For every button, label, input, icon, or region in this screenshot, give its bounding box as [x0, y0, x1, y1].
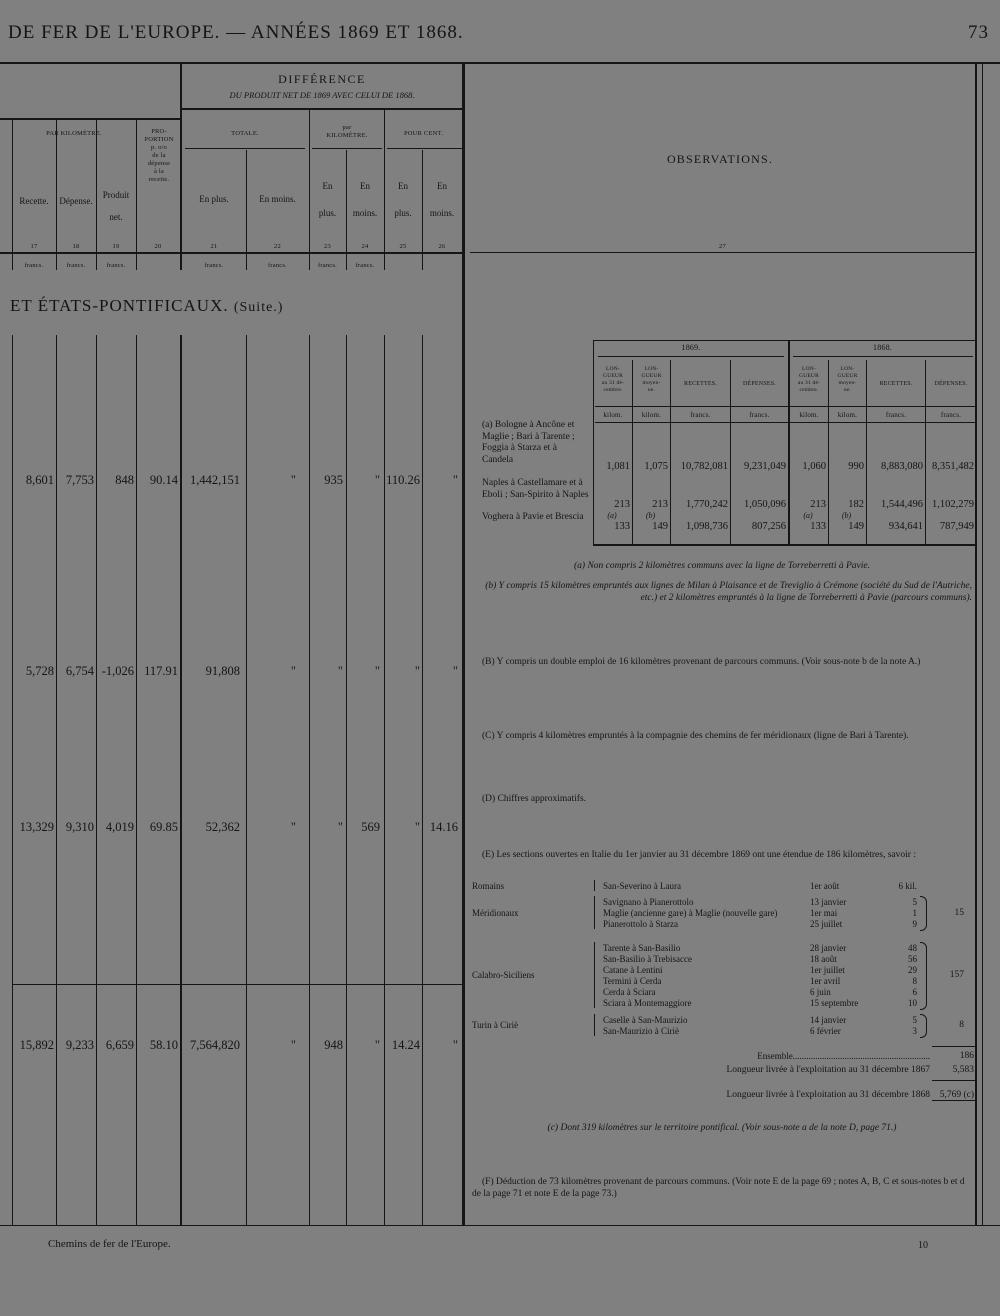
- inner-u5: kilom.: [799, 411, 819, 419]
- body-vline-2: [56, 335, 57, 1225]
- vline-right: [975, 64, 977, 1226]
- difference-title: DIFFÉRENCE: [278, 72, 366, 86]
- section-line-name: Cerda à Sciara: [603, 987, 656, 997]
- inner-cell: 1,098,736: [686, 521, 728, 532]
- unit-depense: francs.: [66, 262, 86, 269]
- table-cell-depense: 6,754: [65, 664, 94, 678]
- top-rule: [0, 62, 1000, 64]
- table-cell-pc_moins: 14.16: [429, 820, 458, 834]
- table-cell-km_plus: ": [337, 664, 343, 678]
- inner-h-long31-b: LON- GUEUR au 31 dé- cembre.: [797, 366, 821, 393]
- inner-h-long31-a: LON- GUEUR au 31 dé- cembre.: [601, 366, 625, 393]
- table-cell-km_moins: ": [374, 1038, 380, 1052]
- inner-h-longmoy-a: LON- GUEUR moyen- ne.: [641, 366, 662, 393]
- l1868-value: 5,769 (c): [939, 1090, 974, 1100]
- section-title-text: ET ÉTATS-PONTIFICAUX.: [10, 296, 229, 315]
- col-num-21: 21: [210, 243, 218, 250]
- l1868-label: Longueur livrée à l'exploitation au 31 décembre 1868: [726, 1090, 930, 1100]
- body-vline-4: [136, 335, 137, 1225]
- pc-en-header: En: [398, 181, 408, 191]
- inner-top: [593, 340, 976, 341]
- table-cell-pc_moins: ": [452, 664, 458, 678]
- section-bar-calabro: [594, 942, 595, 1008]
- table-cell-moins: ": [290, 664, 296, 678]
- inner-h-depenses-b: DÉPENSES.: [934, 381, 968, 387]
- pc-moins-header: moins.: [429, 208, 455, 218]
- section-bar-turin: [594, 1014, 595, 1036]
- unit-moins: francs.: [268, 262, 287, 269]
- pc-en2-header: En: [437, 181, 447, 191]
- inner-year2-rule: [793, 356, 973, 357]
- inner-year-1869: 1869.: [681, 343, 701, 352]
- ensemble-text: Ensemble: [757, 1051, 793, 1061]
- table-cell-moins: ": [290, 1038, 296, 1052]
- table-cell-recette: 5,728: [25, 664, 54, 678]
- km-en2-header: En: [360, 181, 370, 191]
- table-cell-km_moins: 569: [361, 820, 380, 834]
- inner-unit-rule: [595, 422, 975, 423]
- table-cell-proportion: 69.85: [149, 820, 178, 834]
- table-cell-pc_moins: ": [452, 1038, 458, 1052]
- section-line-km: 48: [908, 943, 917, 953]
- inner-u1: kilom.: [603, 411, 623, 419]
- table-cell-moins: ": [290, 820, 296, 834]
- inner-year-1868: 1868.: [873, 343, 892, 352]
- table-cell-proportion: 90.14: [149, 473, 178, 487]
- page-number: 73: [968, 22, 989, 43]
- section-line-date: 25 juillet: [810, 919, 843, 929]
- section-line-date: 1er août: [810, 881, 840, 891]
- inner-mark: (b): [645, 511, 656, 520]
- table-cell-pc_moins: ": [452, 473, 458, 487]
- unit-km-plus: francs.: [318, 262, 337, 269]
- inner-cell: 1,102,279: [932, 499, 974, 510]
- pc-rule: [387, 148, 462, 149]
- section-line-name: Sciara à Montemaggiore: [603, 998, 692, 1008]
- table-cell-moins: ": [290, 473, 296, 487]
- body-vline-5: [180, 335, 182, 1225]
- inner-cell: 213: [652, 499, 668, 510]
- total-rule: [932, 1080, 976, 1081]
- header-rule: [0, 252, 465, 254]
- section-line-km: 6 kil.: [898, 881, 917, 891]
- header-rule-obs: [470, 252, 975, 253]
- inner-row3-label: Voghera à Pavie et Brescia: [482, 512, 584, 522]
- section-line-date: 1er mai: [810, 908, 838, 918]
- totale-header: TOTALE.: [231, 130, 259, 137]
- table-cell-km_plus: 948: [324, 1038, 343, 1052]
- section-line-name: Pianerottolo à Starza: [603, 919, 678, 929]
- inner-cell: 9,231,049: [744, 461, 786, 472]
- section-total-turin: 8: [959, 1020, 964, 1030]
- inner-h-depenses-a: DÉPENSES.: [743, 381, 776, 387]
- en-moins-header: En moins.: [259, 194, 296, 204]
- inner-cell: 1,075: [644, 461, 668, 472]
- inner-head-rule: [595, 406, 975, 407]
- l1867-label: Longueur livrée à l'exploitation au 31 décembre 1867: [726, 1065, 930, 1075]
- inner-u3: francs.: [690, 411, 711, 419]
- recette-header: Recette.: [19, 196, 49, 206]
- km-rule: [312, 148, 382, 149]
- proportion-header: PRO- PORTION p. o/o de la dépense à la recette.: [144, 128, 174, 183]
- inner-cell: 149: [848, 521, 864, 532]
- section-line-name: San-Severino à Laura: [603, 881, 681, 891]
- section-label-romains: Romains: [472, 880, 505, 891]
- table-cell-depense: 9,310: [65, 820, 94, 834]
- inner-cell: 213: [614, 499, 630, 510]
- section-line-date: 1er juillet: [810, 965, 845, 975]
- inner-cell: 1,544,496: [881, 499, 923, 510]
- note-F: (F) Déduction de 73 kilomètres provenant de parcours communs. (Voir note E de la page 69 ; notes A, B, C et sous-notes b et d de la page 71 et note E de la page 73.): [472, 1177, 965, 1199]
- ensemble-rule: [932, 1046, 976, 1047]
- col-num-18: 18: [72, 243, 80, 250]
- body-vline-1: [12, 335, 13, 1225]
- section-line-date: 15 septembre: [810, 998, 859, 1008]
- inner-year1-rule: [598, 356, 784, 357]
- inner-mark: (a): [607, 511, 617, 520]
- body-vline-7: [309, 335, 310, 1225]
- section-line-name: Catane à Lentini: [603, 965, 663, 975]
- section-label-turin: Turin à Ciriè: [472, 1020, 519, 1030]
- inner-cell: 182: [848, 499, 864, 510]
- col-num-25: 25: [399, 243, 407, 250]
- vline-right2: [982, 64, 983, 1226]
- section-line-km: 56: [908, 954, 917, 964]
- table-cell-depense: 7,753: [65, 473, 94, 487]
- body-vline-9: [384, 335, 385, 1225]
- section-line-name: Caselle à San-Maurizio: [603, 1015, 688, 1025]
- section-line-km: 8: [912, 976, 917, 986]
- inner-cell: 8,883,080: [881, 461, 923, 472]
- section-line-date: 6 juin: [810, 987, 831, 997]
- table-cell-plus: 91,808: [205, 664, 240, 678]
- inner-cell: 133: [614, 521, 630, 532]
- ensemble-label: Ensemble.............................................................: [757, 1051, 930, 1061]
- inner-cell: 934,641: [888, 521, 923, 532]
- inner-h-recettes-b: RECETTES.: [879, 381, 913, 387]
- table-cell-pc_plus: ": [414, 820, 420, 834]
- table-cell-plus: 52,362: [205, 820, 240, 834]
- note-E: (E) Les sections ouvertes en Italie du 1er janvier au 31 décembre 1869 ont une étendue de 186 kilomètres, savoir :: [482, 850, 916, 860]
- col-num-24: 24: [361, 243, 369, 250]
- difference-subtitle: DU PRODUIT NET DE 1869 AVEC CELUI DE 1868.: [229, 90, 415, 100]
- section-title: [10, 296, 283, 316]
- col-num-22: 22: [274, 243, 281, 250]
- inner-cell: 1,050,096: [744, 499, 786, 510]
- inner-cell: 213: [810, 499, 826, 510]
- produit-net-header: Produit net.: [102, 190, 130, 222]
- col-num-20: 20: [154, 243, 162, 250]
- table-cell-pc_plus: ": [414, 664, 420, 678]
- section-line-name: Termini à Cerda: [603, 976, 662, 986]
- body-vline-3: [96, 335, 97, 1225]
- note-c-italic: (c) Dont 319 kilomètres sur le territoire pontifical. (Voir sous-note a de la note D, page 71.): [547, 1123, 897, 1133]
- inner-bottom: [593, 544, 976, 546]
- section-line-km: 5: [912, 1015, 917, 1025]
- table-cell-proportion: 117.91: [144, 664, 178, 678]
- vline-c22: [246, 150, 247, 270]
- table-cell-produit: -1,026: [101, 664, 134, 678]
- section-line-date: 1er avril: [810, 976, 841, 986]
- table-cell-km_moins: ": [374, 473, 380, 487]
- inner-cell: 1,060: [802, 461, 826, 472]
- section-label-calabro: Calabro-Siciliens: [472, 970, 535, 980]
- inner-u4: francs.: [749, 411, 770, 419]
- section-brace-turin: [920, 1014, 927, 1038]
- body-vline-6: [246, 335, 247, 1225]
- pc-plus-header: plus.: [394, 208, 412, 218]
- section-line-km: 1: [912, 908, 917, 918]
- note-a-italic: (a) Non compris 2 kilomètres communs avec la ligne de Torreberretti à Pavie.: [574, 561, 870, 571]
- note-b-italic: (b) Y compris 15 kilomètres empruntés aux lignes de Milan à Plaisance et de Treviglio à Crémone (société du Sud de l'Autriche, etc.) et 2 kilomètres empruntés à la ligne de Torreberretti à Pavie (parcours communs).: [485, 581, 972, 603]
- section-line-km: 6: [912, 987, 917, 997]
- pour-cent-header: POUR CENT.: [403, 130, 444, 137]
- table-cell-pc_plus: 14.24: [391, 1038, 420, 1052]
- par-km2-header: par KILOMÈTRE.: [326, 124, 368, 139]
- col-num-23: 23: [324, 243, 331, 250]
- section-line-date: 6 février: [810, 1026, 841, 1036]
- section-line-km: 10: [908, 998, 917, 1008]
- table-cell-produit: 6,659: [105, 1038, 134, 1052]
- footer-left: Chemins de fer de l'Europe.: [48, 1238, 171, 1250]
- vline-obs: [462, 64, 465, 1226]
- running-title: DE FER DE L'EUROPE. — ANNÉES 1869 ET 1868.: [8, 22, 464, 43]
- section-line-name: San-Basilio à Trebisacce: [603, 954, 692, 964]
- inner-h-longmoy-b: LON- GUEUR moyen- ne.: [837, 366, 858, 393]
- inner-cell: 133: [810, 521, 826, 532]
- inner-h-recettes-a: RECETTES.: [684, 381, 717, 387]
- inner-mark: (b): [841, 511, 852, 520]
- table-cell-produit: 4,019: [105, 820, 134, 834]
- table-cell-recette: 13,329: [19, 820, 54, 834]
- body-hline: [12, 984, 462, 985]
- table-cell-km_moins: ": [374, 664, 380, 678]
- km-moins-header: moins.: [352, 208, 378, 218]
- unit-plus: francs.: [204, 262, 224, 269]
- table-cell-plus: 7,564,820: [190, 1038, 240, 1052]
- par-km-header: PAR KILOMÈTRE.: [46, 130, 102, 137]
- section-line-km: 5: [912, 897, 917, 907]
- table-cell-recette: 8,601: [25, 473, 54, 487]
- table-cell-km_plus: 935: [324, 473, 343, 487]
- table-cell-km_plus: ": [337, 820, 343, 834]
- section-line-km: 29: [908, 965, 917, 975]
- section-line-km: 3: [912, 1026, 917, 1036]
- note-B: (B) Y compris un double emploi de 16 kilomètres provenant de parcours communs. (Voir sous-note b de la note A.): [482, 657, 921, 667]
- inner-mark: (a): [803, 511, 813, 520]
- inner-u7: francs.: [885, 411, 907, 419]
- unit-recette: francs.: [24, 262, 44, 269]
- section-line-date: 13 janvier: [810, 897, 847, 907]
- inner-cell: 1,081: [606, 461, 630, 472]
- inner-cell: 807,256: [751, 521, 786, 532]
- section-total-calabro: 157: [949, 970, 964, 980]
- inner-cell: 10,782,081: [680, 461, 728, 472]
- col-num-19: 19: [112, 243, 120, 250]
- section-line-km: 9: [912, 919, 917, 929]
- section-label-meridionaux: Méridionaux: [472, 907, 519, 918]
- diff-rule: [180, 108, 462, 110]
- depense-header: Dépense.: [59, 196, 93, 206]
- col-num-27: 27: [719, 243, 726, 250]
- table-cell-depense: 9,233: [65, 1038, 94, 1052]
- section-line-name: Maglie (ancienne gare) à Maglie (nouvelle gare): [603, 908, 778, 918]
- km-plus-header: plus.: [318, 208, 337, 218]
- table-cell-plus: 1,442,151: [190, 473, 240, 487]
- inner-u8: francs.: [940, 411, 962, 419]
- section-line-name: San-Maurizio à Ciriè: [603, 1026, 679, 1036]
- body-vline-10: [422, 335, 423, 1225]
- km-en-header: En: [322, 181, 333, 191]
- inner-cell: 1,770,242: [686, 499, 728, 510]
- ensemble-value: 186: [959, 1051, 974, 1061]
- table-cell-produit: 848: [115, 473, 134, 487]
- section-brace-meridionaux: [920, 896, 927, 931]
- table-cell-proportion: 58.10: [149, 1038, 178, 1052]
- parkm-rule: [0, 118, 180, 120]
- totale-rule: [185, 148, 305, 149]
- section-line-date: 28 janvier: [810, 943, 847, 953]
- en-plus-header: En plus.: [199, 194, 229, 204]
- section-line-date: 14 janvier: [810, 1015, 847, 1025]
- section-total-meridionaux: 15: [954, 907, 964, 918]
- footer-right: 10: [918, 1240, 928, 1251]
- body-vline-8: [346, 335, 347, 1225]
- table-cell-recette: 15,892: [19, 1038, 54, 1052]
- observations-header: OBSERVATIONS.: [666, 152, 774, 166]
- table-cell-pc_plus: 110.26: [386, 473, 420, 487]
- inner-cell: 149: [652, 521, 668, 532]
- bottom-rule: [0, 1225, 1000, 1226]
- col-num-17: 17: [30, 243, 38, 250]
- note-C: (C) Y compris 4 kilomètres empruntés à la compagnie des chemins de fer méridionaux (ligne de Bari à Tarente).: [482, 731, 909, 741]
- l1867-value: 5,583: [952, 1065, 974, 1075]
- inner-u6: kilom.: [837, 411, 858, 419]
- section-brace-calabro: [920, 942, 927, 1010]
- unit-km-moins: francs.: [355, 262, 375, 269]
- inner-row2-label: Naples à Castellamare et à Eboli ; San-Spirito à Naples: [482, 478, 589, 500]
- section-line-name: Savignano à Pianerottolo: [603, 897, 694, 907]
- note-D: (D) Chiffres approximatifs.: [482, 794, 587, 804]
- l1868-rule: [932, 1100, 976, 1101]
- section-line-date: 18 août: [810, 954, 837, 964]
- section-suite: (Suite.): [233, 300, 284, 315]
- section-bar-romains: [594, 880, 595, 891]
- section-bar-meridionaux: [594, 896, 595, 929]
- inner-cell: 990: [848, 461, 864, 472]
- section-line-name: Tarente à San-Basilio: [603, 943, 681, 953]
- inner-cell: 787,949: [939, 521, 974, 532]
- inner-cell: 8,351,482: [932, 461, 974, 472]
- inner-row1-label: (a) Bologne à Ancône et Maglie ; Bari à Tarente ; Foggia à Starza et à Candela: [482, 420, 575, 465]
- col-num-26: 26: [438, 243, 446, 250]
- unit-produit: francs.: [106, 262, 126, 269]
- inner-u2: kilom.: [641, 411, 662, 419]
